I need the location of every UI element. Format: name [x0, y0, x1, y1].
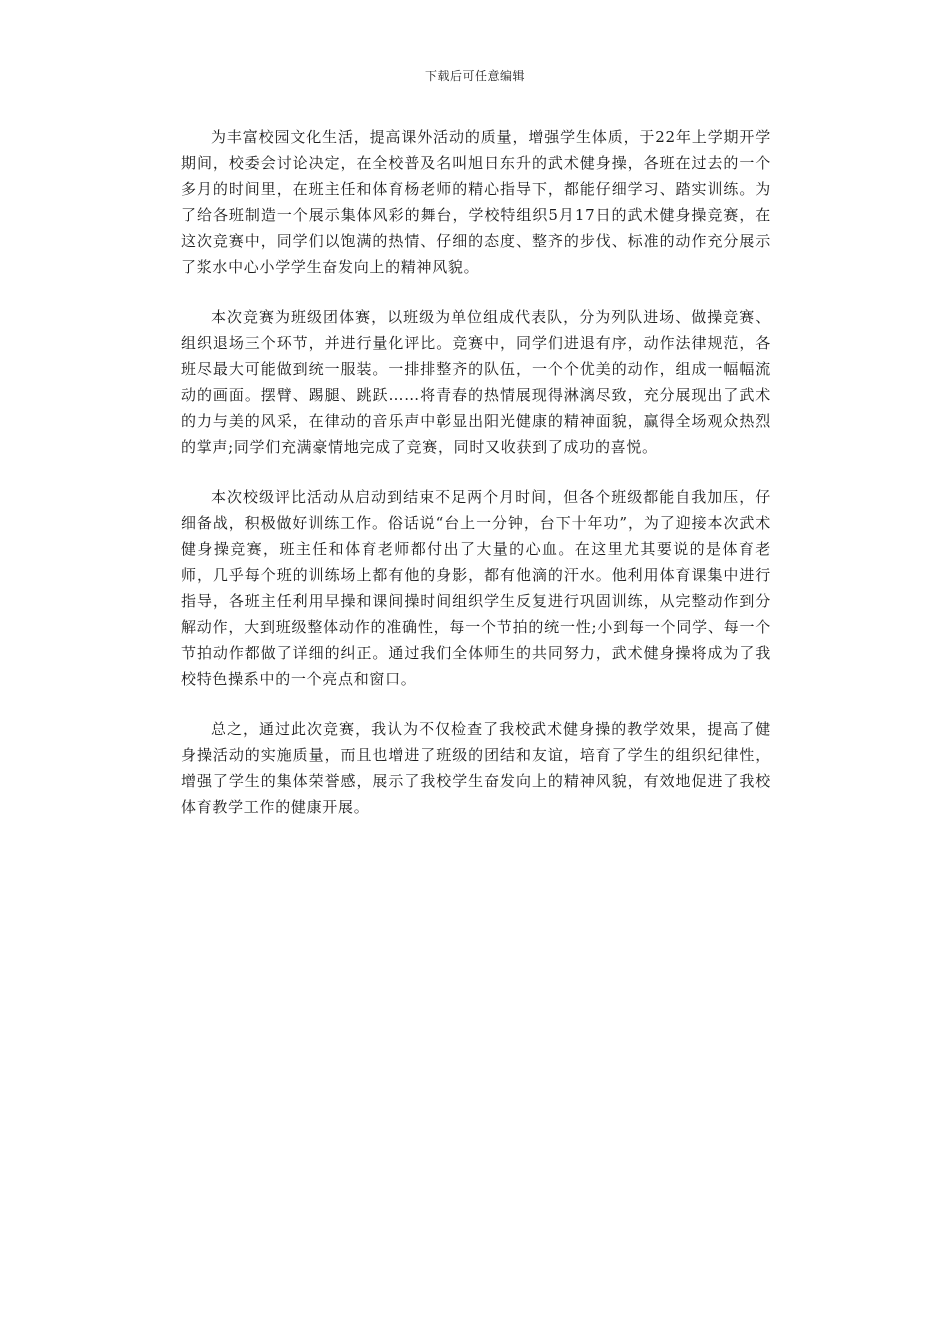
paragraph-4: 总之，通过此次竞赛，我认为不仅检查了我校武术健身操的教学效果，提高了健身操活动的实施质量，而且也增进了班级的团结和友谊，培育了学生的组织纪律性，增强了学生的集体荣誉感，展示了我校学生奋发向上的精神风貌，有效地促进了我校体育教学工作的健康开展。	[181, 720, 771, 816]
paragraph-1: 为丰富校园文化生活，提高课外活动的质量，增强学生体质，于22年上学期开学期间，校委会讨论决定，在全校普及名叫旭日东升的武术健身操，各班在过去的一个多月的时间里，在班主任和体育杨老师的精心指导下，都能仔细学习、踏实训练。为了给各班制造一个展示集体风彩的舞台，学校特组织5月17日的武术健身操竞赛，在这次竞赛中，同学们以饱满的热情、仔细的态度、整齐的步伐、标准的动作充分展示了浆水中心小学学生奋发向上的精神风貌。	[181, 128, 771, 276]
paragraph-3: 本次校级评比活动从启动到结束不足两个月时间，但各个班级都能自我加压，仔细备战，积极做好训练工作。俗话说“台上一分钟，台下十年功”，为了迎接本次武术健身操竞赛，班主任和体育老师都付出了大量的心血。在这里尤其要说的是体育老师，几乎每个班的训练场上都有他的身影，都有他滴的汗水。他利用体育课集中进行指导，各班主任利用早操和课间操时间组织学生反复进行巩固训练，从完整动作到分解动作，大到班级整体动作的准确性，每一个节拍的统一性;小到每一个同学、每一个节拍动作都做了详细的纠正。通过我们全体师生的共同努力，武术健身操将成为了我校特色操系中的一个亮点和窗口。	[181, 488, 771, 688]
page-header-note: 下载后可任意编辑	[424, 69, 525, 83]
document-body	[181, 124, 771, 844]
paragraph-2: 本次竞赛为班级团体赛，以班级为单位组成代表队，分为列队进场、做操竞赛、组织退场三个环节，并进行量化评比。竞赛中，同学们进退有序，动作法律规范，各班尽最大可能做到统一服装。一排排整齐的队伍，一个个优美的动作，组成一幅幅流动的画面。摆臂、踢腿、跳跃……将青春的热情展现得淋漓尽致，充分展现出了武术的力与美的风采，在律动的音乐声中彰显出阳光健康的精神面貌，赢得全场观众热烈的掌声;同学们充满豪情地完成了竞赛，同时又收获到了成功的喜悦。	[181, 308, 771, 456]
